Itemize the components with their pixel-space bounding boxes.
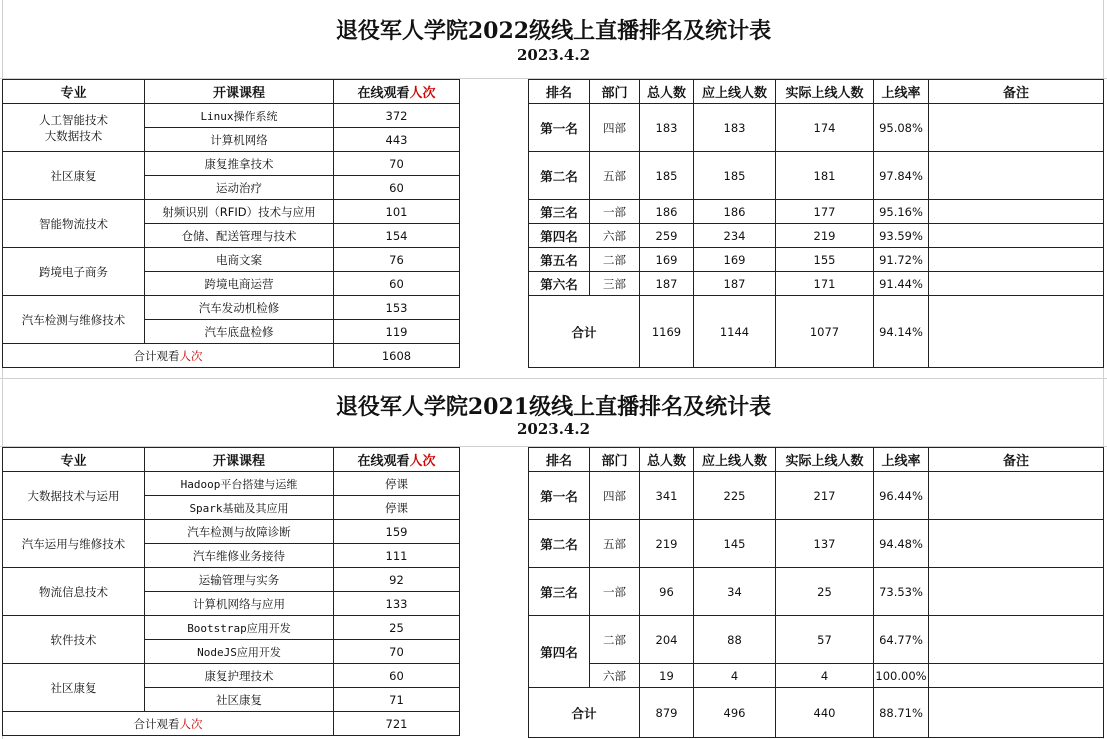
views-cell: 101 [334,200,460,224]
course-cell: 康复推拿技术 [145,152,334,176]
sum-total: 879 [640,688,694,738]
col-views-header: 在线观看人次 [334,448,460,472]
views-cell: 60 [334,176,460,200]
sum-actual: 1077 [776,296,874,368]
dept-cell: 一部 [590,200,640,224]
dept-cell: 二部 [590,248,640,272]
views-cell: 71 [334,688,460,712]
section2-title: 退役军人学院2021级线上直播排名及统计表 [335,394,772,420]
course-cell: 运输管理与实务 [145,568,334,592]
section2-date: 2023.4.2 [516,420,591,438]
col-expected-header: 应上线人数 [694,80,776,104]
section1-course-table [2,79,460,368]
views-cell: 443 [334,128,460,152]
col-major-header: 专业 [3,80,145,104]
note-cell [929,616,1104,664]
dept-cell: 一部 [590,568,640,616]
actual-cell: 177 [776,200,874,224]
total-views-label: 合计观看人次 [3,712,334,736]
rate-cell: 95.16% [874,200,929,224]
total-cell: 185 [640,152,694,200]
rate-cell: 97.84% [874,152,929,200]
col-actual-header: 实际上线人数 [776,448,874,472]
major-cell: 软件技术 [3,616,145,664]
section1-date: 2023.4.2 [516,46,591,64]
col-dept-header: 部门 [590,448,640,472]
views-cell: 159 [334,520,460,544]
actual-cell: 219 [776,224,874,248]
rank-cell: 第一名 [529,472,590,520]
actual-cell: 137 [776,520,874,568]
expected-cell: 4 [694,664,776,688]
course-cell: 汽车维修业务接待 [145,544,334,568]
total-cell: 169 [640,248,694,272]
views-cell: 停课 [334,496,460,520]
col-rate-header: 上线率 [874,448,929,472]
col-rate-header: 上线率 [874,80,929,104]
major-cell: 社区康复 [3,664,145,712]
views-cell: 372 [334,104,460,128]
rank-cell: 第二名 [529,520,590,568]
expected-cell: 169 [694,248,776,272]
col-views-header: 在线观看人次 [334,80,460,104]
note-cell [929,104,1104,152]
note-cell [929,688,1104,738]
rank-cell: 第四名 [529,224,590,248]
expected-cell: 88 [694,616,776,664]
rate-cell: 64.77% [874,616,929,664]
major-cell: 跨境电子商务 [3,248,145,296]
course-cell: NodeJS应用开发 [145,640,334,664]
views-cell: 119 [334,320,460,344]
rank-cell: 第三名 [529,200,590,224]
note-cell [929,152,1104,200]
views-cell: 133 [334,592,460,616]
col-expected-header: 应上线人数 [694,448,776,472]
major-cell: 智能物流技术 [3,200,145,248]
total-cell: 219 [640,520,694,568]
dept-cell: 五部 [590,520,640,568]
total-views-value: 1608 [334,344,460,368]
section1-ranking-table [528,79,1104,368]
note-cell [929,248,1104,272]
actual-cell: 181 [776,152,874,200]
col-total-header: 总人数 [640,448,694,472]
dept-cell: 六部 [590,224,640,248]
sum-label: 合计 [529,296,640,368]
actual-cell: 155 [776,248,874,272]
dept-cell: 二部 [590,616,640,664]
course-cell: 跨境电商运营 [145,272,334,296]
views-cell: 153 [334,296,460,320]
col-rank-header: 排名 [529,448,590,472]
views-cell: 92 [334,568,460,592]
total-cell: 96 [640,568,694,616]
views-cell: 25 [334,616,460,640]
col-actual-header: 实际上线人数 [776,80,874,104]
course-cell: 电商文案 [145,248,334,272]
expected-cell: 185 [694,152,776,200]
total-cell: 204 [640,616,694,664]
course-cell: Linux操作系统 [145,104,334,128]
course-cell: 计算机网络与应用 [145,592,334,616]
rate-cell: 100.00% [874,664,929,688]
sum-rate: 88.71% [874,688,929,738]
sum-expected: 1144 [694,296,776,368]
views-cell: 70 [334,152,460,176]
views-cell: 76 [334,248,460,272]
sum-total: 1169 [640,296,694,368]
total-cell: 186 [640,200,694,224]
section2-course-table [2,447,460,736]
total-views-label: 合计观看人次 [3,344,334,368]
sum-rate: 94.14% [874,296,929,368]
major-cell: 人工智能技术 大数据技术 [3,104,145,152]
views-cell: 111 [334,544,460,568]
expected-cell: 186 [694,200,776,224]
col-major-header: 专业 [3,448,145,472]
note-cell [929,472,1104,520]
total-views-value: 721 [334,712,460,736]
course-cell: Hadoop平台搭建与运维 [145,472,334,496]
rank-cell: 第五名 [529,248,590,272]
section2-ranking-table [528,447,1104,738]
expected-cell: 187 [694,272,776,296]
total-cell: 259 [640,224,694,248]
expected-cell: 225 [694,472,776,520]
sum-actual: 440 [776,688,874,738]
col-course-header: 开课课程 [145,448,334,472]
dept-cell: 五部 [590,152,640,200]
course-cell: 运动治疗 [145,176,334,200]
course-cell: 射频识别（RFID）技术与应用 [145,200,334,224]
rank-cell: 第六名 [529,272,590,296]
views-cell: 60 [334,664,460,688]
sum-label: 合计 [529,688,640,738]
total-cell: 341 [640,472,694,520]
rate-cell: 94.48% [874,520,929,568]
actual-cell: 217 [776,472,874,520]
col-note-header: 备注 [929,448,1104,472]
major-cell: 社区康复 [3,152,145,200]
note-cell [929,272,1104,296]
course-cell: Bootstrap应用开发 [145,616,334,640]
actual-cell: 4 [776,664,874,688]
total-cell: 187 [640,272,694,296]
course-cell: 仓储、配送管理与技术 [145,224,334,248]
rate-cell: 96.44% [874,472,929,520]
rank-cell: 第四名 [529,616,590,688]
course-cell: 社区康复 [145,688,334,712]
note-cell [929,520,1104,568]
rate-cell: 91.72% [874,248,929,272]
note-cell [929,296,1104,368]
rank-cell: 第二名 [529,152,590,200]
total-cell: 19 [640,664,694,688]
views-cell: 60 [334,272,460,296]
note-cell [929,664,1104,688]
major-cell: 汽车运用与维修技术 [3,520,145,568]
col-rank-header: 排名 [529,80,590,104]
dept-cell: 四部 [590,472,640,520]
course-cell: 康复护理技术 [145,664,334,688]
views-cell: 70 [334,640,460,664]
course-cell: 汽车检测与故障诊断 [145,520,334,544]
major-cell: 大数据技术与运用 [3,472,145,520]
dept-cell: 四部 [590,104,640,152]
expected-cell: 145 [694,520,776,568]
actual-cell: 57 [776,616,874,664]
expected-cell: 34 [694,568,776,616]
course-cell: 汽车底盘检修 [145,320,334,344]
course-cell: 汽车发动机检修 [145,296,334,320]
col-total-header: 总人数 [640,80,694,104]
major-cell: 汽车检测与维修技术 [3,296,145,344]
rate-cell: 73.53% [874,568,929,616]
expected-cell: 183 [694,104,776,152]
rate-cell: 91.44% [874,272,929,296]
actual-cell: 171 [776,272,874,296]
sum-expected: 496 [694,688,776,738]
rank-cell: 第一名 [529,104,590,152]
section1-title: 退役军人学院2022级线上直播排名及统计表 [335,18,772,44]
views-cell: 154 [334,224,460,248]
rate-cell: 95.08% [874,104,929,152]
course-cell: 计算机网络 [145,128,334,152]
col-note-header: 备注 [929,80,1104,104]
views-cell: 停课 [334,472,460,496]
note-cell [929,568,1104,616]
actual-cell: 25 [776,568,874,616]
expected-cell: 234 [694,224,776,248]
course-cell: Spark基础及其应用 [145,496,334,520]
col-course-header: 开课课程 [145,80,334,104]
actual-cell: 174 [776,104,874,152]
dept-cell: 三部 [590,272,640,296]
col-dept-header: 部门 [590,80,640,104]
total-cell: 183 [640,104,694,152]
dept-cell: 六部 [590,664,640,688]
rank-cell: 第三名 [529,568,590,616]
major-cell: 物流信息技术 [3,568,145,616]
note-cell [929,200,1104,224]
note-cell [929,224,1104,248]
rate-cell: 93.59% [874,224,929,248]
